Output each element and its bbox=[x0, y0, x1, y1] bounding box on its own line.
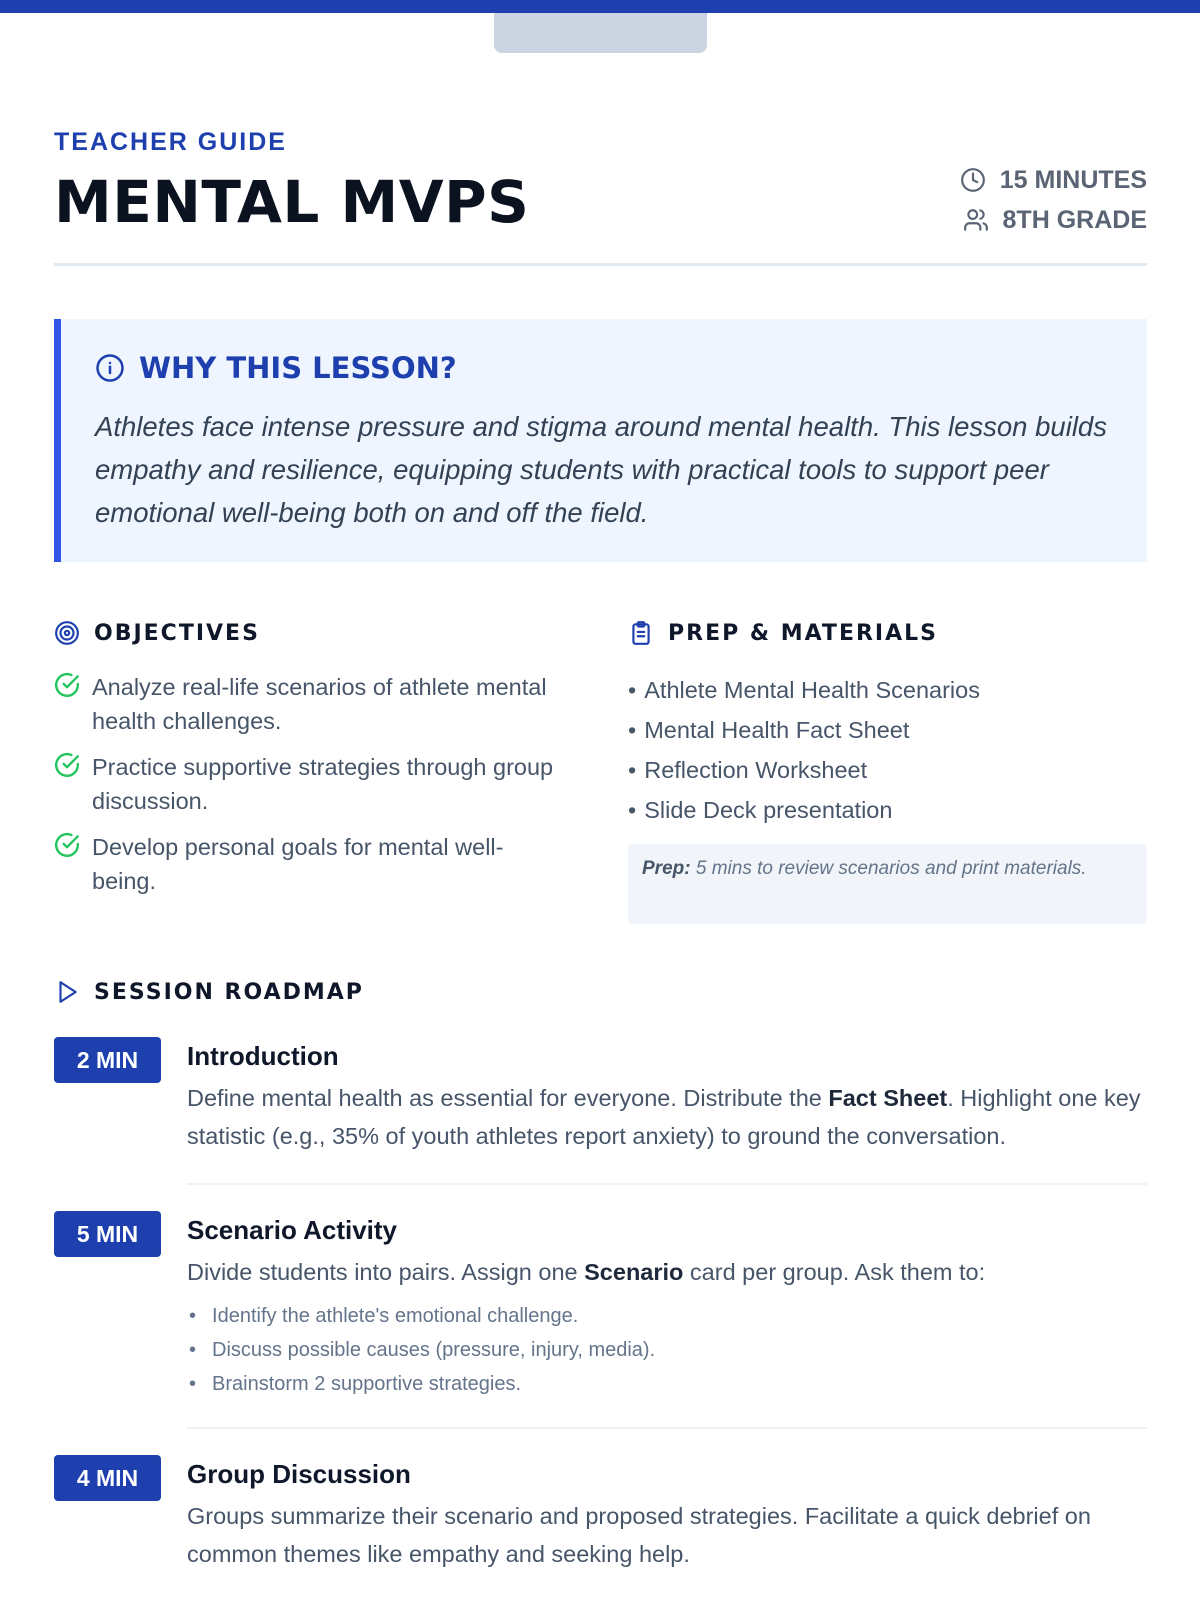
list-item bbox=[628, 710, 1147, 750]
list-item bbox=[628, 790, 1147, 830]
step-title: Introduction bbox=[187, 1041, 339, 1071]
roadmap-step bbox=[54, 1211, 1147, 1401]
duration-meta bbox=[960, 160, 1147, 200]
why-heading bbox=[95, 351, 457, 385]
list-item bbox=[187, 1299, 1147, 1333]
roadmap-title: SESSION ROADMAP bbox=[94, 979, 364, 1005]
materials-section bbox=[628, 618, 1147, 924]
objective-text: Analyze real-life scenarios of athlete mental health challenges. bbox=[92, 674, 547, 734]
list-item bbox=[54, 670, 564, 738]
materials-list bbox=[628, 670, 1147, 830]
step-desc-text: Divide students into pairs. Assign one bbox=[187, 1259, 585, 1285]
step-body bbox=[187, 1211, 1147, 1401]
grade-meta bbox=[960, 200, 1147, 240]
info-icon bbox=[95, 353, 125, 383]
objectives-heading bbox=[54, 618, 564, 648]
step-desc-text: . Highlight one key statistic (e.g., 35% of youth athletes report anxiety) to ground the conversation. bbox=[187, 1085, 1141, 1149]
bullet-icon: • bbox=[189, 1339, 197, 1361]
play-icon bbox=[54, 979, 80, 1005]
page-title: MENTAL MVPS bbox=[54, 168, 530, 236]
step-body bbox=[187, 1037, 1147, 1155]
bullet-text: Identify the athlete's emotional challenge. bbox=[212, 1305, 579, 1327]
time-badge: 5 MIN bbox=[54, 1211, 161, 1257]
clock-icon bbox=[960, 167, 986, 193]
step-desc-text: Define mental health as essential for everyone. Distribute the bbox=[187, 1085, 829, 1111]
bullet-text: Discuss possible causes (pressure, injury, media). bbox=[212, 1339, 656, 1361]
step-divider bbox=[187, 1183, 1147, 1185]
bullet-icon: • bbox=[189, 1373, 197, 1395]
material-text: Reflection Worksheet bbox=[644, 757, 868, 783]
list-item bbox=[187, 1367, 1147, 1401]
objective-text: Practice supportive strategies through group discussion. bbox=[92, 754, 554, 814]
bullet-text: Brainstorm 2 supportive strategies. bbox=[212, 1373, 522, 1395]
step-description bbox=[187, 1079, 1147, 1155]
bullet-icon: • bbox=[628, 717, 637, 743]
session-roadmap bbox=[54, 977, 1147, 1573]
top-tab-handle bbox=[494, 13, 707, 53]
check-circle-icon bbox=[54, 832, 80, 858]
bullet-icon: • bbox=[189, 1305, 197, 1327]
roadmap-step bbox=[54, 1455, 1147, 1573]
top-accent-bar bbox=[0, 0, 1200, 13]
step-bullet-list bbox=[187, 1299, 1147, 1401]
material-text: Athlete Mental Health Scenarios bbox=[644, 677, 980, 703]
roadmap-heading bbox=[54, 977, 1147, 1007]
roadmap-step bbox=[54, 1037, 1147, 1155]
materials-heading bbox=[628, 618, 1147, 648]
step-desc-text: Groups summarize their scenario and proposed strategies. Facilitate a quick debrief on common themes like empathy and seeking help. bbox=[187, 1503, 1091, 1567]
bullet-icon: • bbox=[628, 797, 637, 823]
step-title: Scenario Activity bbox=[187, 1215, 398, 1245]
page-eyebrow: TEACHER GUIDE bbox=[54, 128, 287, 156]
objective-text: Develop personal goals for mental well-being. bbox=[92, 834, 504, 894]
prep-label: Prep: bbox=[642, 858, 691, 879]
list-item bbox=[628, 750, 1147, 790]
step-body bbox=[187, 1455, 1147, 1573]
lesson-meta bbox=[960, 160, 1147, 240]
why-title: WHY THIS LESSON? bbox=[139, 351, 457, 385]
why-body: Athletes face intense pressure and stigma around mental health. This lesson builds empathy and resilience, equipping students with practical tools to support peer emotional well-being both on and off the field. bbox=[95, 411, 1107, 528]
step-divider bbox=[187, 1427, 1147, 1429]
material-text: Mental Health Fact Sheet bbox=[644, 717, 910, 743]
objectives-list bbox=[54, 670, 564, 898]
objectives-section bbox=[54, 618, 564, 910]
bullet-icon: • bbox=[628, 677, 637, 703]
list-item bbox=[54, 830, 564, 898]
step-title: Group Discussion bbox=[187, 1459, 411, 1489]
list-item bbox=[628, 670, 1147, 710]
prep-note bbox=[628, 844, 1147, 924]
duration-label: 15 MINUTES bbox=[999, 165, 1147, 194]
page-header bbox=[54, 122, 1147, 266]
step-desc-text: card per group. Ask them to: bbox=[683, 1259, 986, 1285]
time-badge: 4 MIN bbox=[54, 1455, 161, 1501]
bullet-icon: • bbox=[628, 757, 637, 783]
step-description bbox=[187, 1253, 1147, 1291]
time-badge: 2 MIN bbox=[54, 1037, 161, 1083]
prep-text: 5 mins to review scenarios and print materials. bbox=[695, 858, 1087, 879]
objectives-title: OBJECTIVES bbox=[94, 620, 260, 646]
why-this-lesson-callout bbox=[54, 319, 1147, 562]
step-desc-bold: Fact Sheet bbox=[828, 1085, 948, 1111]
list-item bbox=[187, 1333, 1147, 1367]
check-circle-icon bbox=[54, 672, 80, 698]
grade-label: 8TH GRADE bbox=[1002, 205, 1147, 234]
target-icon bbox=[54, 620, 80, 646]
materials-title: PREP & MATERIALS bbox=[668, 620, 938, 646]
step-desc-bold: Scenario bbox=[584, 1259, 684, 1285]
clipboard-icon bbox=[628, 620, 654, 646]
material-text: Slide Deck presentation bbox=[644, 797, 893, 823]
list-item bbox=[54, 750, 564, 818]
step-description bbox=[187, 1497, 1147, 1573]
users-icon bbox=[963, 207, 989, 233]
check-circle-icon bbox=[54, 752, 80, 778]
